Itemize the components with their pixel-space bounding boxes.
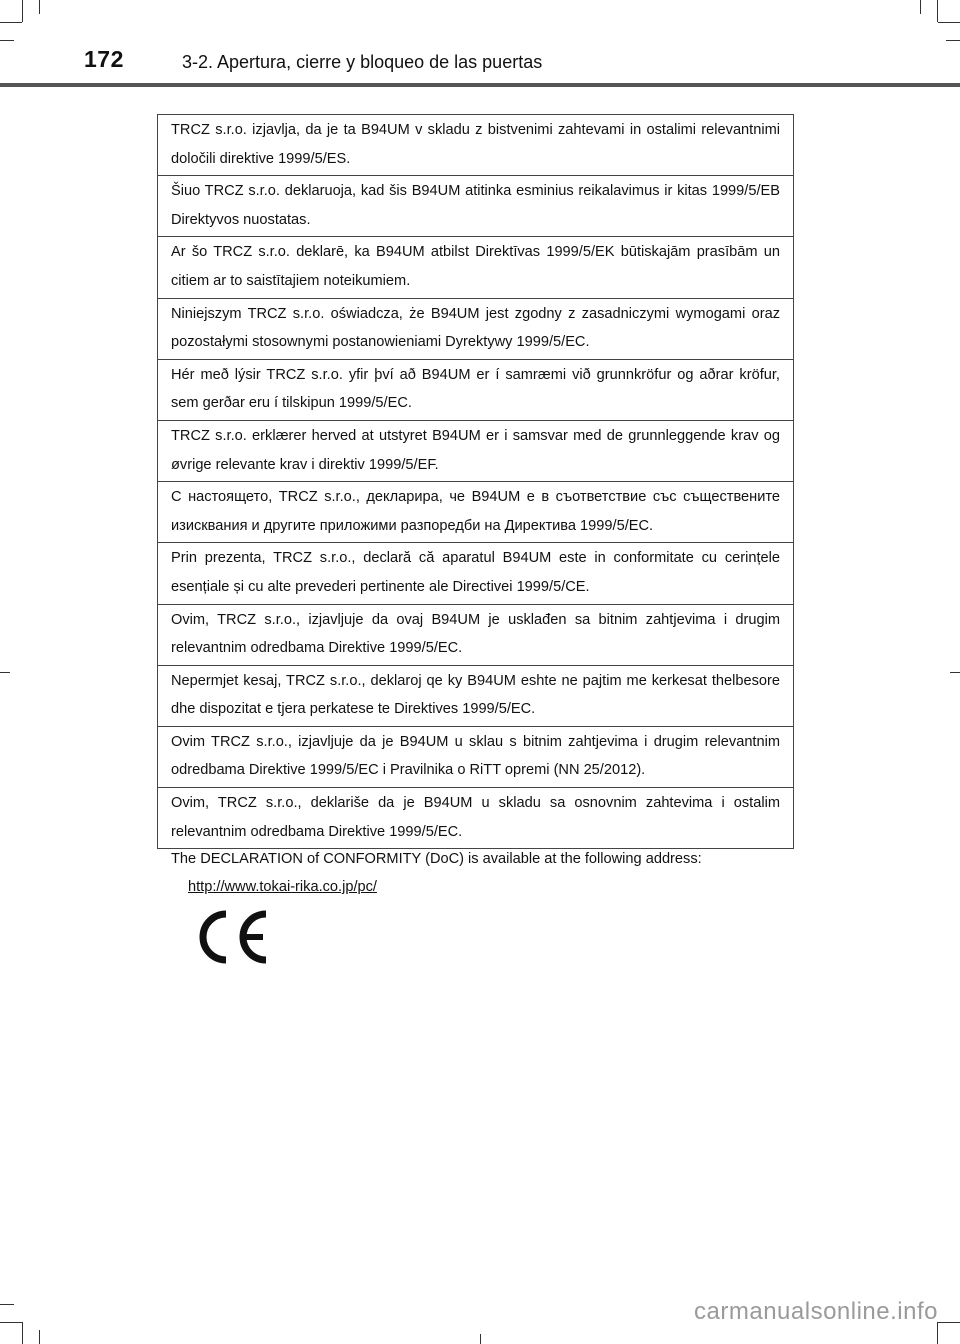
declaration-icelandic: Hér með lýsir TRCZ s.r.o. yfir því að B94UM er í samræmi við grunnkröfur og aðrar kröfur, sem gerðar eru í tilskipun 1999/5/EC.	[158, 360, 793, 421]
page-header	[0, 0, 960, 88]
declaration-romanian: Prin prezenta, TRCZ s.r.o., declară că aparatul B94UM este in conformitate cu cerințele esențiale și cu alte prevederi pertinente ale Directivei 1999/5/CE.	[158, 543, 793, 604]
crop-mark	[22, 1322, 23, 1344]
declaration-lithuanian: Šiuo TRCZ s.r.o. deklaruoja, kad šis B94UM atitinka esminius reikalavimus ir kitas 1999/5/EB Direktyvos nuostatas.	[158, 176, 793, 237]
doc-link[interactable]: http://www.tokai-rika.co.jp/pc/	[188, 879, 377, 895]
crop-mark	[938, 1322, 960, 1323]
declaration-albanian: Nepermjet kesaj, TRCZ s.r.o., deklaroj qe ky B94UM eshte ne pajtim me kerkesat thelbesore dhe dispozitat e tjera perkatese te Direktives 1999/5/EC.	[158, 666, 793, 727]
declaration-polish: Niniejszym TRCZ s.r.o. oświadcza, że B94UM jest zgodny z zasadniczymi wymogami oraz pozostałymi stosownymi postanowieniami Dyrektywy 1999/5/EC.	[158, 299, 793, 360]
declaration-norwegian: TRCZ s.r.o. erklærer herved at utstyret B94UM er i samsvar med de grunnleggende krav og øvrige relevante krav i direktiv 1999/5/EF.	[158, 421, 793, 482]
declaration-slovenian: TRCZ s.r.o. izjavlja, da je ta B94UM v skladu z bistvenimi zahtevami in ostalimi relevantnimi določili direktive 1999/5/ES.	[158, 115, 793, 176]
declaration-bosnian: Ovim, TRCZ s.r.o., izjavljuje da ovaj B94UM je usklađen sa bitnim zahtjevima i drugim relevantnim odredbama Direktive 1999/5/EC.	[158, 605, 793, 666]
header-rule	[0, 83, 960, 87]
doc-availability-text: The DECLARATION of CONFORMITY (DoC) is available at the following address:	[171, 851, 702, 867]
watermark: carmanualsonline.info	[694, 1298, 938, 1325]
crop-mark	[0, 672, 10, 673]
declaration-serbian: Ovim, TRCZ s.r.o., deklariše da je B94UM u skladu sa osnovnim zahtevima i ostalim relevantnim odredbama Direktive 1999/5/EC.	[171, 795, 780, 840]
crop-mark	[950, 672, 960, 673]
chapter-title: 3-2. Apertura, cierre y bloqueo de las puertas	[182, 52, 543, 72]
page-number: 172	[84, 46, 124, 72]
crop-mark	[480, 1334, 481, 1344]
crop-mark	[39, 1330, 40, 1344]
crop-mark	[0, 1322, 22, 1323]
declarations-table	[157, 114, 794, 849]
declaration-bulgarian: С настоящето, TRCZ s.r.o., декларира, че B94UM е в съответствие със съществените изисквания и другите приложими разпоредби на Директива 1999/5/ЕС.	[158, 482, 793, 543]
ce-mark-icon	[193, 906, 273, 968]
declaration-latvian: Ar šo TRCZ s.r.o. deklarē, ka B94UM atbilst Direktīvas 1999/5/EK būtiskajām prasībām un citiem ar to saistītajiem noteikumiem.	[158, 237, 793, 298]
crop-mark	[0, 1304, 14, 1305]
declaration-croatian: Ovim TRCZ s.r.o., izjavljuje da je B94UM u sklau s bitnim zahtjevima i drugim relevantnim odredbama Direktive 1999/5/EC i Pravilnika o RiTT opremi (NN 25/2012).	[158, 727, 793, 788]
